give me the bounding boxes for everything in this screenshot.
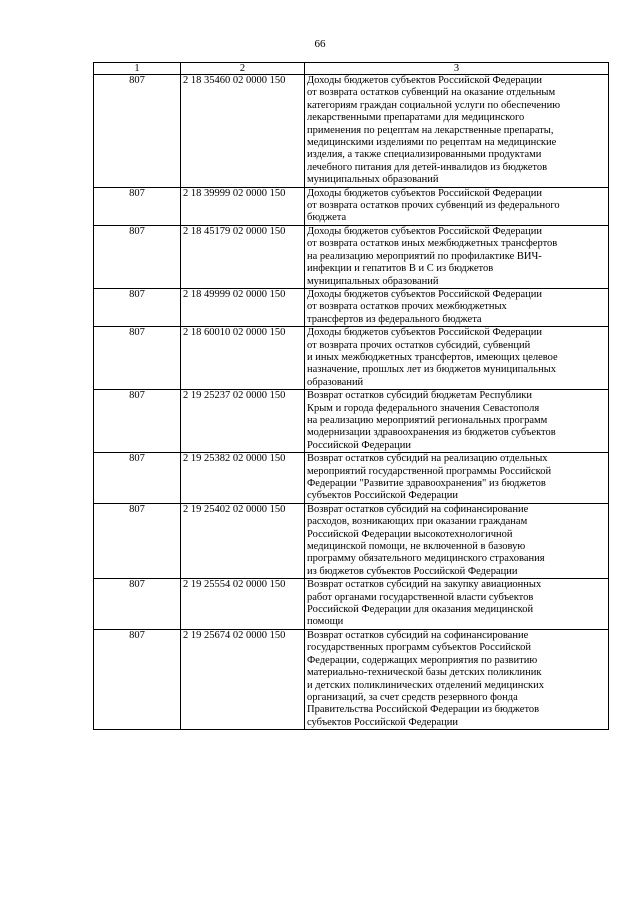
revenue-name-line: и иных межбюджетных трансфертов, имеющих целевое — [307, 351, 558, 363]
revenue-code-cell: 2 18 49999 02 0000 150 — [181, 288, 305, 326]
revenue-name-line: Возврат остатков субсидий на софинансирование — [307, 629, 529, 641]
revenue-name-cell — [305, 187, 609, 225]
revenue-name-cell — [305, 327, 609, 390]
revenue-name-line: от возврата остатков иных межбюджетных трансфертов — [307, 238, 558, 250]
column-header-1: 1 — [94, 63, 181, 75]
admin-code-cell: 807 — [94, 629, 181, 729]
revenue-code-cell: 2 19 25674 02 0000 150 — [181, 629, 305, 729]
revenue-name-line: от возврата остатков прочих межбюджетных — [307, 301, 507, 313]
revenue-name-line: на реализацию мероприятий по профилактике ВИЧ- — [307, 250, 542, 262]
admin-code-cell: 807 — [94, 225, 181, 288]
admin-code-cell: 807 — [94, 453, 181, 504]
revenue-name-line: Федерации, содержащих мероприятия по развитию — [307, 654, 538, 666]
admin-code-cell: 807 — [94, 390, 181, 453]
revenue-name-line: медицинской помощи, не включенной в базовую — [307, 541, 526, 553]
table-body — [94, 75, 609, 730]
table-row — [94, 390, 609, 453]
revenue-name-line: расходов, возникающих при оказании гражданам — [307, 516, 528, 528]
revenue-name-line: мероприятий государственной программы Российской — [307, 465, 552, 477]
revenue-name-line: Доходы бюджетов субъектов Российской Федерации — [307, 75, 543, 86]
revenue-name-line: лекарственными препаратами для медицинского — [307, 112, 525, 124]
column-header-2: 2 — [181, 63, 305, 75]
table-row — [94, 503, 609, 578]
revenue-name-line: Доходы бюджетов субъектов Российской Федерации — [307, 187, 543, 199]
revenue-name-line: Российской Федерации — [307, 439, 411, 451]
table-header-row — [94, 63, 609, 75]
revenue-code-cell: 2 18 39999 02 0000 150 — [181, 187, 305, 225]
revenue-name-line: субъектов Российской Федерации — [307, 716, 459, 728]
table-row — [94, 225, 609, 288]
revenue-code-cell: 2 18 60010 02 0000 150 — [181, 327, 305, 390]
revenue-name-cell — [305, 453, 609, 504]
table-row — [94, 288, 609, 326]
revenue-name-line: муниципальных образований — [307, 275, 439, 287]
table-row — [94, 579, 609, 630]
revenue-name-line: Доходы бюджетов субъектов Российской Федерации — [307, 225, 543, 237]
revenue-name-line: работ органами государственной власти субъектов — [307, 591, 534, 603]
admin-code-cell: 807 — [94, 327, 181, 390]
revenue-name-line: материально-технической базы детских поликлиник — [307, 667, 542, 679]
revenue-name-line: от возврата остатков прочих субвенций из федерального — [307, 200, 560, 212]
revenue-name-line: медицинскими изделиями по рецептам на медицинские — [307, 137, 557, 149]
revenue-name-line: Возврат остатков субсидий на софинансирование — [307, 503, 529, 515]
admin-code-cell: 807 — [94, 288, 181, 326]
table-row — [94, 75, 609, 188]
revenue-code-cell: 2 19 25382 02 0000 150 — [181, 453, 305, 504]
column-header-3: 3 — [305, 63, 609, 75]
revenue-name-line: программу обязательного медицинского страхования — [307, 553, 545, 565]
revenue-name-cell — [305, 629, 609, 729]
revenue-name-line: назначение, прошлых лет из бюджетов муниципальных — [307, 364, 557, 376]
revenue-code-cell: 2 19 25402 02 0000 150 — [181, 503, 305, 578]
revenue-code-cell: 2 18 35460 02 0000 150 — [181, 75, 305, 188]
table-row — [94, 453, 609, 504]
revenue-name-line: Возврат остатков субсидий бюджетам Республики — [307, 390, 533, 402]
revenue-name-cell — [305, 579, 609, 630]
revenue-name-line: Правительства Российской Федерации из бюджетов — [307, 704, 540, 716]
revenue-name-cell — [305, 503, 609, 578]
revenue-name-line: муниципальных образований — [307, 174, 439, 186]
revenue-name-line: организаций, за счет средств резервного фонда — [307, 691, 518, 703]
revenue-name-line: трансфертов из федерального бюджета — [307, 313, 482, 325]
admin-code-cell: 807 — [94, 187, 181, 225]
revenue-name-line: Крым и города федерального значения Севастополя — [307, 402, 540, 414]
revenue-name-line: Доходы бюджетов субъектов Российской Федерации — [307, 327, 543, 339]
revenue-name-line: лечебного питания для детей-инвалидов из бюджетов — [307, 161, 548, 173]
revenue-name-line: государственных программ субъектов Российской — [307, 642, 531, 654]
revenue-code-cell: 2 19 25554 02 0000 150 — [181, 579, 305, 630]
table-row — [94, 187, 609, 225]
revenue-name-line: инфекции и гепатитов В и С из бюджетов — [307, 263, 494, 275]
revenue-name-line: Федерации "Развитие здравоохранения" из бюджетов — [307, 478, 546, 489]
revenue-name-cell — [305, 75, 609, 188]
admin-code-cell: 807 — [94, 503, 181, 578]
revenue-name-line: от возврата прочих остатков субсидий, субвенций — [307, 339, 531, 351]
revenue-name-line: субъектов Российской Федерации — [307, 490, 459, 502]
revenue-name-line: Возврат остатков субсидий на закупку авиационных — [307, 579, 542, 591]
revenue-name-line: Доходы бюджетов субъектов Российской Федерации — [307, 288, 543, 300]
revenue-code-cell: 2 18 45179 02 0000 150 — [181, 225, 305, 288]
budget-codes-table — [93, 62, 609, 730]
admin-code-cell: 807 — [94, 75, 181, 188]
table-row — [94, 327, 609, 390]
revenue-name-line: модернизации здравоохранения из бюджетов субъектов — [307, 427, 556, 439]
table-row — [94, 629, 609, 729]
revenue-name-line: Российской Федерации для оказания медицинской — [307, 604, 534, 616]
revenue-name-line: изделия, а также специализированными продуктами — [307, 149, 542, 161]
admin-code-cell: 807 — [94, 579, 181, 630]
revenue-name-line: и детских поликлинических отделений медицинских — [307, 679, 545, 691]
revenue-name-line: категориям граждан социальной услуги по обеспечению — [307, 99, 561, 111]
revenue-name-line: от возврата остатков субвенций на оказание отдельным — [307, 87, 556, 99]
revenue-code-cell: 2 19 25237 02 0000 150 — [181, 390, 305, 453]
revenue-name-line: Российской Федерации высокотехнологичной — [307, 528, 513, 540]
revenue-name-line: на реализацию мероприятий региональных программ — [307, 414, 548, 426]
revenue-name-line: образований — [307, 376, 364, 388]
revenue-name-cell — [305, 390, 609, 453]
revenue-name-line: применения по рецептам на лекарственные препараты, — [307, 124, 554, 136]
revenue-name-cell — [305, 288, 609, 326]
revenue-name-line: помощи — [307, 616, 344, 628]
revenue-name-cell — [305, 225, 609, 288]
revenue-name-line: из бюджетов субъектов Российской Федерации — [307, 565, 518, 577]
revenue-name-line: Возврат остатков субсидий на реализацию отдельных — [307, 453, 548, 465]
page-number: 66 — [314, 38, 326, 50]
revenue-name-line: бюджета — [307, 212, 347, 224]
